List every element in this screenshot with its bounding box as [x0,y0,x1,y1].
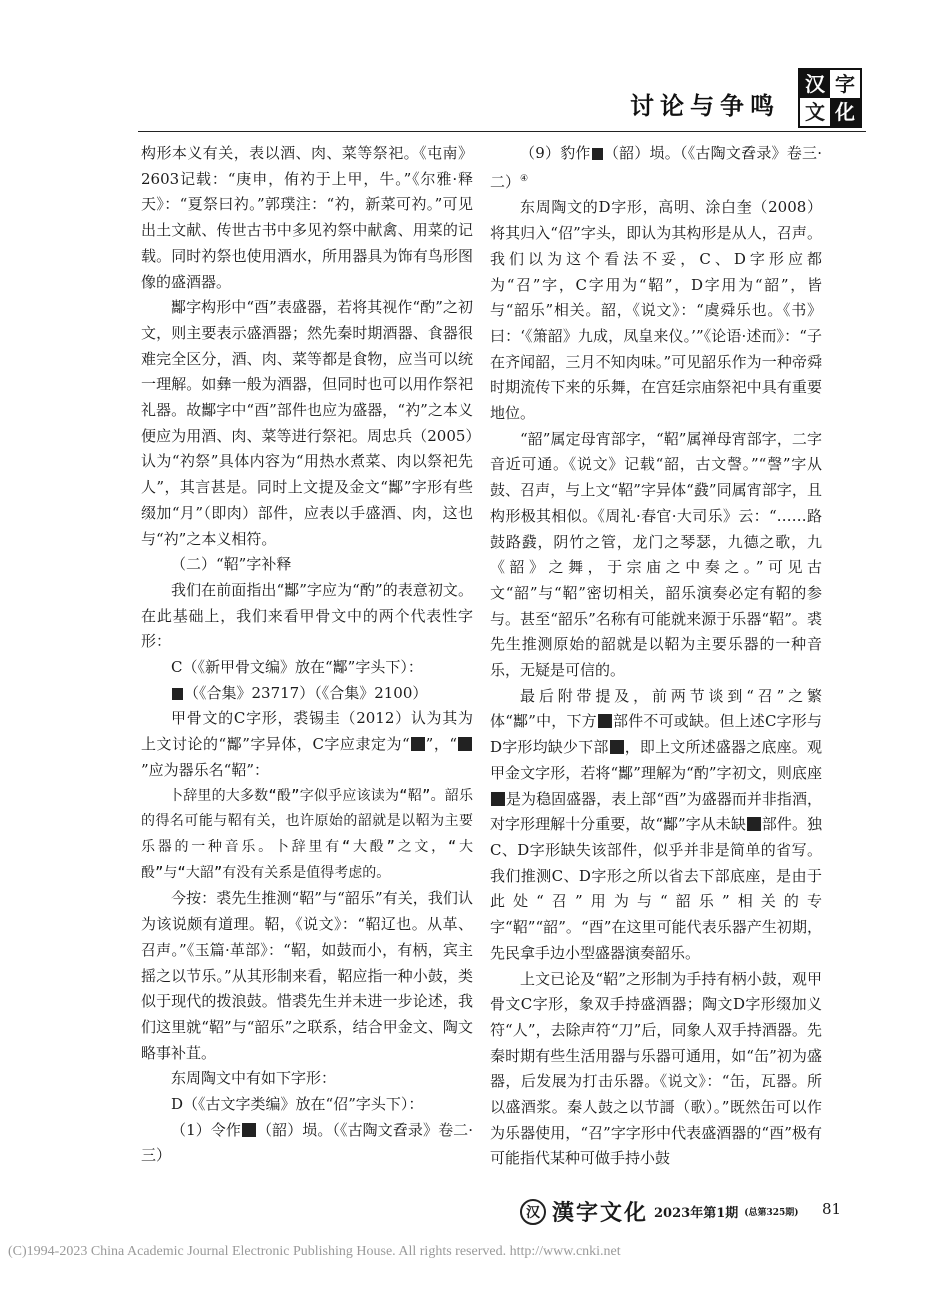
text-run: 部件不可或缺。但上述C字形与D字形均缺少下部 [490,712,822,757]
page-number: 81 [822,1200,842,1218]
text-run: （9）豹作 [520,144,591,162]
text-run: ”应为器乐名“鞀”： [141,760,270,779]
example-c: C（《新甲骨文编》放在“酅”字头下）： [171,658,423,677]
base-component-icon [598,714,612,728]
right-column [490,141,822,1172]
base-component-icon [610,740,624,754]
logo-char: 汉 [800,70,830,98]
oracle-glyph-icon [172,688,183,700]
paragraph [141,706,473,783]
journal-logo [798,68,862,128]
logo-char: 字 [835,72,855,96]
brand-name: 漢字文化 [552,1200,649,1226]
text-run: ”，“ [425,735,457,754]
text-run: 甲骨文的C字形，裘锡圭（2012）认为其为上文讨论的“酅”字异体，C字应隶定为“ [141,709,473,754]
left-column [141,141,473,1169]
section-title: 讨论与争鸣 [630,91,780,120]
text-run: 最后附带提及，前两节谈到“召”之繁体“酅”中，下方 [490,686,822,731]
example-c-refs [141,681,473,707]
seal-icon: 汉 [520,1199,546,1225]
header-rule [138,131,866,132]
paragraph: 构形本义有关，表以酒、肉、菜等祭祀。《屯南》2603记载：“庚申，侑礿于上甲，牛。”《尔雅·释天》：“夏祭曰礿。”郭璞注：“礿，新菜可礿。”可见出土文献、传世古书中多见礿祭中献禽、用菜的记载。同时礿祭也使用酒水，所用器具为饰有鸟形图像的盛酒器。 [141,144,473,291]
section-heading: （二）“鞀”字补释 [171,555,292,574]
base-component-icon [491,792,505,806]
paragraph: 今按：裘先生推测“鞀”与“韶乐”有关，我们认为该说颇有道理。鞀，《说文》：“鞀辽也。从革、召声。”《玉篇·革部》：“鞀，如鼓而小，有柄，宾主摇之以节乐。”从其形制来看，鞀应指一种小鼓，类似于现代的拨浪鼓。惜裘先生并未进一步论述，我们这里就“鞀”与“韶乐”之联系，结合甲金文、陶文略事补苴。 [141,889,473,1062]
logo-char: 文 [805,100,825,124]
footnote-marker: ④ [520,173,529,184]
paragraph: 东周陶文中有如下字形： [171,1069,337,1088]
text-run: ，即上文所述盛器之底座。观甲金文字形，若将“酅”理解为“酌”字初文，则底座 [490,738,822,782]
example-item [141,1118,473,1169]
glyph-icon [411,737,425,751]
base-component-icon [747,817,761,831]
glyph-icon [458,737,472,751]
example-item [490,141,822,195]
example-d: D（《古文字类编》放在“佋”字头下）： [171,1095,424,1114]
logo-char: 化 [830,98,860,126]
text-run: （1）令作 [171,1120,241,1139]
pottery-glyph-icon [592,148,603,160]
paragraph [490,684,822,967]
text-run: 部件。独C、D字形缺失该部件，似乎并非是简单的省写。我们推测C、D字形之所以省去下部底座，是由于此处“召”用为与“韶乐”相关的专字“鞀”“韶”。“酉”在这里可能代表乐器产生初期，先民拿手边小型盛器演奏韶乐。 [490,815,822,962]
copyright-line: (C)1994-2023 China Academic Journal Electronic Publishing House. All rights reserved. http://www.cnki.net [8,1244,621,1259]
paragraph: 东周陶文的D字形，高明、涂白奎（2008）将其归入“佋”字头，即认为其构形是从人，召声。我们以为这个看法不妥，C、D字形应都为“召”字，C字用为“鞀”，D字用为“韶”，皆与“韶乐”相关。韶，《说文》：“虞舜乐也。《书》曰：‘《箫韶》九成，凤皇来仪。’”《论语·述而》：“子在齐闻韶，三月不知肉味。”可见韶乐作为一种帝舜时期流传下来的乐舞，在宫廷宗庙祭祀中具有重要地位。 [490,198,822,423]
paragraph: 上文已论及“鞀”之形制为手持有柄小鼓，观甲骨文C字形，象双手持盛酒器；陶文D字形缀加义符“人”，去除声符“刀”后，同象人双手持酒器。先秦时期有些生活用器与乐器可通用，如“缶”初为盛器，后发展为打击乐器。《说文》：“缶，瓦器。所以盛酒浆。秦人鼓之以节謌（歌）。”既然缶可以作为乐器使用，“召”字字形中代表盛酒器的“酉”极有可能指代某种可做手持小鼓 [490,969,822,1168]
text-run: 是为稳固盛器，表上部“酉”为盛器而并非指酒，对字形理解十分重要，故“酅”字从未缺 [490,789,822,834]
paragraph: 我们在前面指出“酅”字应为“酌”的表意初文。在此基础上，我们来看甲骨文中的两个代表性字形： [141,580,473,651]
text-run: （韶）埙。（《古陶文孴录》卷三·二） [490,144,822,191]
pottery-glyph-icon [242,1123,256,1137]
block-quote: 卜辞里的大多数“酘”字似乎应该读为“鞀”。韶乐的得名可能与鞀有关，也许原始的韶就是以鞀为主要乐器的一种音乐。卜辞里有“大酘”之文，“大酘”与“大韶”有没有关系是值得考虑的。 [141,787,473,881]
example-c-refs-text: （《合集》23717）（《合集》2100） [184,683,428,702]
paragraph: 酅字构形中“酉”表盛器，若将其视作“酌”之初文，则主要表示盛酒器；然先秦时期酒器、食器很难完全区分，酒、肉、菜等都是食物，应当可以统一理解。如彝一般为酒器，但同时也可以用作祭祀礼器。故酅字中“酉”部件也应为盛器，“礿”之本义便应为用酒、肉、菜等进行祭祀。周忠兵（2005）认为“礿祭”具体内容为“用热水煮菜、肉以祭祀先人”，其言甚是。同时上文提及金文“酅”字形有些缀加“月”（即肉）部件，应表以手盛酒、肉，这也与“礿”之本义相符。 [141,298,473,548]
issue-note: (总第325期) [744,1208,799,1218]
issue-label: 2023年第1期 [654,1206,739,1221]
text-run: （韶）埙。（《古陶文孴录》卷二·三） [141,1120,473,1165]
paragraph: “韶”属定母宵部字，“鞀”属禅母宵部字，二字音近可通。《说文》记载“韶，古文謦。”“謦”字从鼓、召声，与上文“鞀”字异体“鼗”同属宵部字，且构形极其相似。《周礼·春官·大司乐》云：“……路鼓路鼗，阴竹之管，龙门之琴瑟，九德之歌，九《韶》之舞，于宗庙之中奏之。”可见古文“韶”与“鞀”密切相关，韶乐演奏必定有鞀的参与。甚至“韶乐”名称有可能就来源于乐器“鞀”。裘先生推测原始的韶就是以鞀为主要乐器的一种音乐，无疑是可信的。 [490,429,822,680]
footer-journal-brand [520,1196,799,1227]
